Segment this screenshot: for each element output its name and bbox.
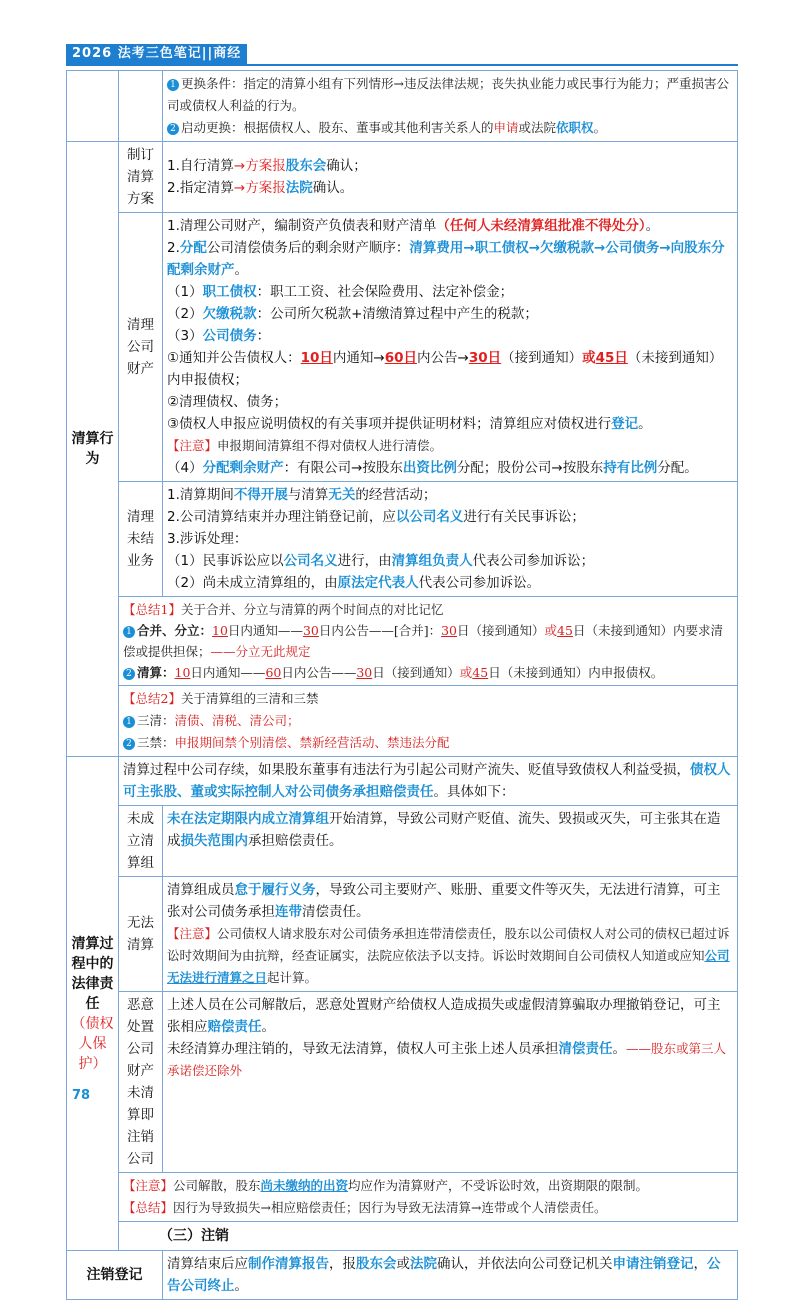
liability-intro: 清算过程中公司存续，如果股东董事有违法行为引起公司财产流失、贬值导致债权人利益受损，债权人可主张股、董或实际控制人对公司债务承担赔偿责任。具体如下： bbox=[119, 757, 738, 806]
replacement-cell: 1 更换条件：指定的清算小组有下列情形→违反法律法规；丧失执业能力或民事行为能力；严重损害公司或债权人利益的行为。 2 启动更换：根据债权人、股东、董事或其他利害关系人的申请或法院依职权。 bbox=[163, 71, 738, 142]
cannot-liquidate-label: 无法清算 bbox=[119, 877, 163, 992]
malicious-cell: 上述人员在公司解散后，恶意处置财产给债权人造成损失或虚假清算骗取办理撤销登记，可主张相应赔偿责任。 未经清算办理注销的，导致无法清算，债权人可主张上述人员承担清偿责任。——股东或第三人承诺偿还除外 bbox=[163, 992, 738, 1173]
assets-label: 清理公司财产 bbox=[119, 213, 163, 482]
malicious-row bbox=[67, 992, 738, 1173]
cancel-row bbox=[67, 1251, 738, 1300]
malicious-label: 恶意处置公司财产 未清算即注销公司 bbox=[119, 992, 163, 1173]
plan-row bbox=[67, 142, 738, 213]
summary1-row bbox=[67, 597, 738, 686]
circled-two-icon: 2 bbox=[167, 123, 179, 135]
section-heading-row bbox=[67, 1222, 738, 1251]
plan-label: 制订清算方案 bbox=[119, 142, 163, 213]
summary2-cell: 【总结2】关于清算组的三清和三禁 1 三清：清债、清税、清公司； 2 三禁：申报期间禁个别清偿、禁新经营活动、禁违法分配 bbox=[119, 686, 738, 757]
summary1-cell: 【总结1】关于合并、分立与清算的两个时间点的对比记忆 1 合并、分立：10日内通知——30日内公告——[合并]：30日（接到通知）或45日（未接到通知）内要求清偿或提供担保；——分立无此规定 2 清算：10日内通知——60日内公告——30日（接到通知）或45日（未接到通知）内申报债权。 bbox=[119, 597, 738, 686]
header-title: 2026 法考三色笔记||商经 bbox=[66, 44, 247, 64]
no-group-label: 未成立清算组 bbox=[119, 806, 163, 877]
no-group-row bbox=[67, 806, 738, 877]
assets-row bbox=[67, 213, 738, 482]
notes-page bbox=[66, 70, 738, 1300]
no-group-cell: 未在法定期限内成立清算组开始清算，导致公司财产贬值、流失、毁损或灭失，可主张其在造成损失范围内承担赔偿责任。 bbox=[163, 806, 738, 877]
liquidation-table bbox=[66, 70, 738, 1300]
liability-notes: 【注意】公司解散，股东尚未缴纳的出资均应作为清算财产，不受诉讼时效，出资期限的限制。 【总结】因行为导致损失→相应赔偿责任；因行为导致无法清算→连带或个人清偿责任。 bbox=[119, 1173, 738, 1222]
circled-one-icon: 1 bbox=[167, 79, 179, 91]
circled-two-icon: 2 bbox=[123, 738, 135, 750]
pending-label: 清理未结业务 bbox=[119, 482, 163, 597]
plan-cell: 1.自行清算→方案报股东会确认； 2.指定清算→方案报法院确认。 bbox=[163, 142, 738, 213]
header-rule bbox=[66, 64, 738, 66]
circled-one-icon: 1 bbox=[123, 626, 135, 638]
summary2-row bbox=[67, 686, 738, 757]
circled-two-icon: 2 bbox=[123, 668, 135, 680]
pending-cell: 1.清算期间不得开展与清算无关的经营活动； 2.公司清算结束并办理注销登记前，应以公司名义进行有关民事诉讼； 3.涉诉处理： （1）民事诉讼应以公司名义进行，由清算组负责人代表公司参加诉讼； （2）尚未成立清算组的，由原法定代表人代表公司参加诉讼。 bbox=[163, 482, 738, 597]
section-heading: （三）注销 bbox=[119, 1222, 738, 1251]
cancel-cell: 清算结束后应制作清算报告，报股东会或法院确认，并依法向公司登记机关申请注销登记，公告公司终止。 bbox=[163, 1251, 738, 1300]
liability-label: 清算过程中的法律责任 （债权人保护） bbox=[67, 757, 119, 1251]
act-label: 清算行为 bbox=[67, 142, 119, 757]
cancel-label: 注销登记 bbox=[67, 1251, 163, 1300]
page-number: 78 bbox=[72, 1088, 91, 1103]
pending-row bbox=[67, 482, 738, 597]
cannot-liquidate-row bbox=[67, 877, 738, 992]
liability-intro-row bbox=[67, 757, 738, 806]
circled-one-icon: 1 bbox=[123, 716, 135, 728]
replacement-row bbox=[67, 71, 738, 142]
assets-cell: 1.清理公司财产，编制资产负债表和财产清单（任何人未经清算组批准不得处分）。 2.分配公司清偿债务后的剩余财产顺序：清算费用→职工债权→欠缴税款→公司债务→向股东分配剩余财产。 （1）职工债权：职工工资、社会保险费用、法定补偿金； （2）欠缴税款：公司所欠税款+清缴清算过程中产生的税款； （3）公司债务： ①通知并公告债权人：10日内通知→60日内公告→30日（接到通知）或45日（未接到通知）内申报债权； ②清理债权、债务； ③债权人申报应说明债权的有关事项并提供证明材料；清算组应对债权进行登记。 【注意】申报期间清算组不得对债权人进行清偿。 （4）分配剩余财产：有限公司→按股东出资比例分配；股份公司→按股东持有比例分配。 bbox=[163, 213, 738, 482]
page-header bbox=[66, 44, 738, 66]
liability-note-row bbox=[67, 1173, 738, 1222]
cannot-liquidate-cell: 清算组成员怠于履行义务，导致公司主要财产、账册、重要文件等灭失，无法进行清算，可主张对公司债务承担连带清偿责任。 【注意】公司债权人请求股东对公司债务承担连带清偿责任，股东以公司债权人对公司的债权已超过诉讼时效期间为由抗辩，经查证属实，法院应依法予以支持。诉讼时效期间自公司债权人知道或应知公司无法进行清算之日起计算。 bbox=[163, 877, 738, 992]
